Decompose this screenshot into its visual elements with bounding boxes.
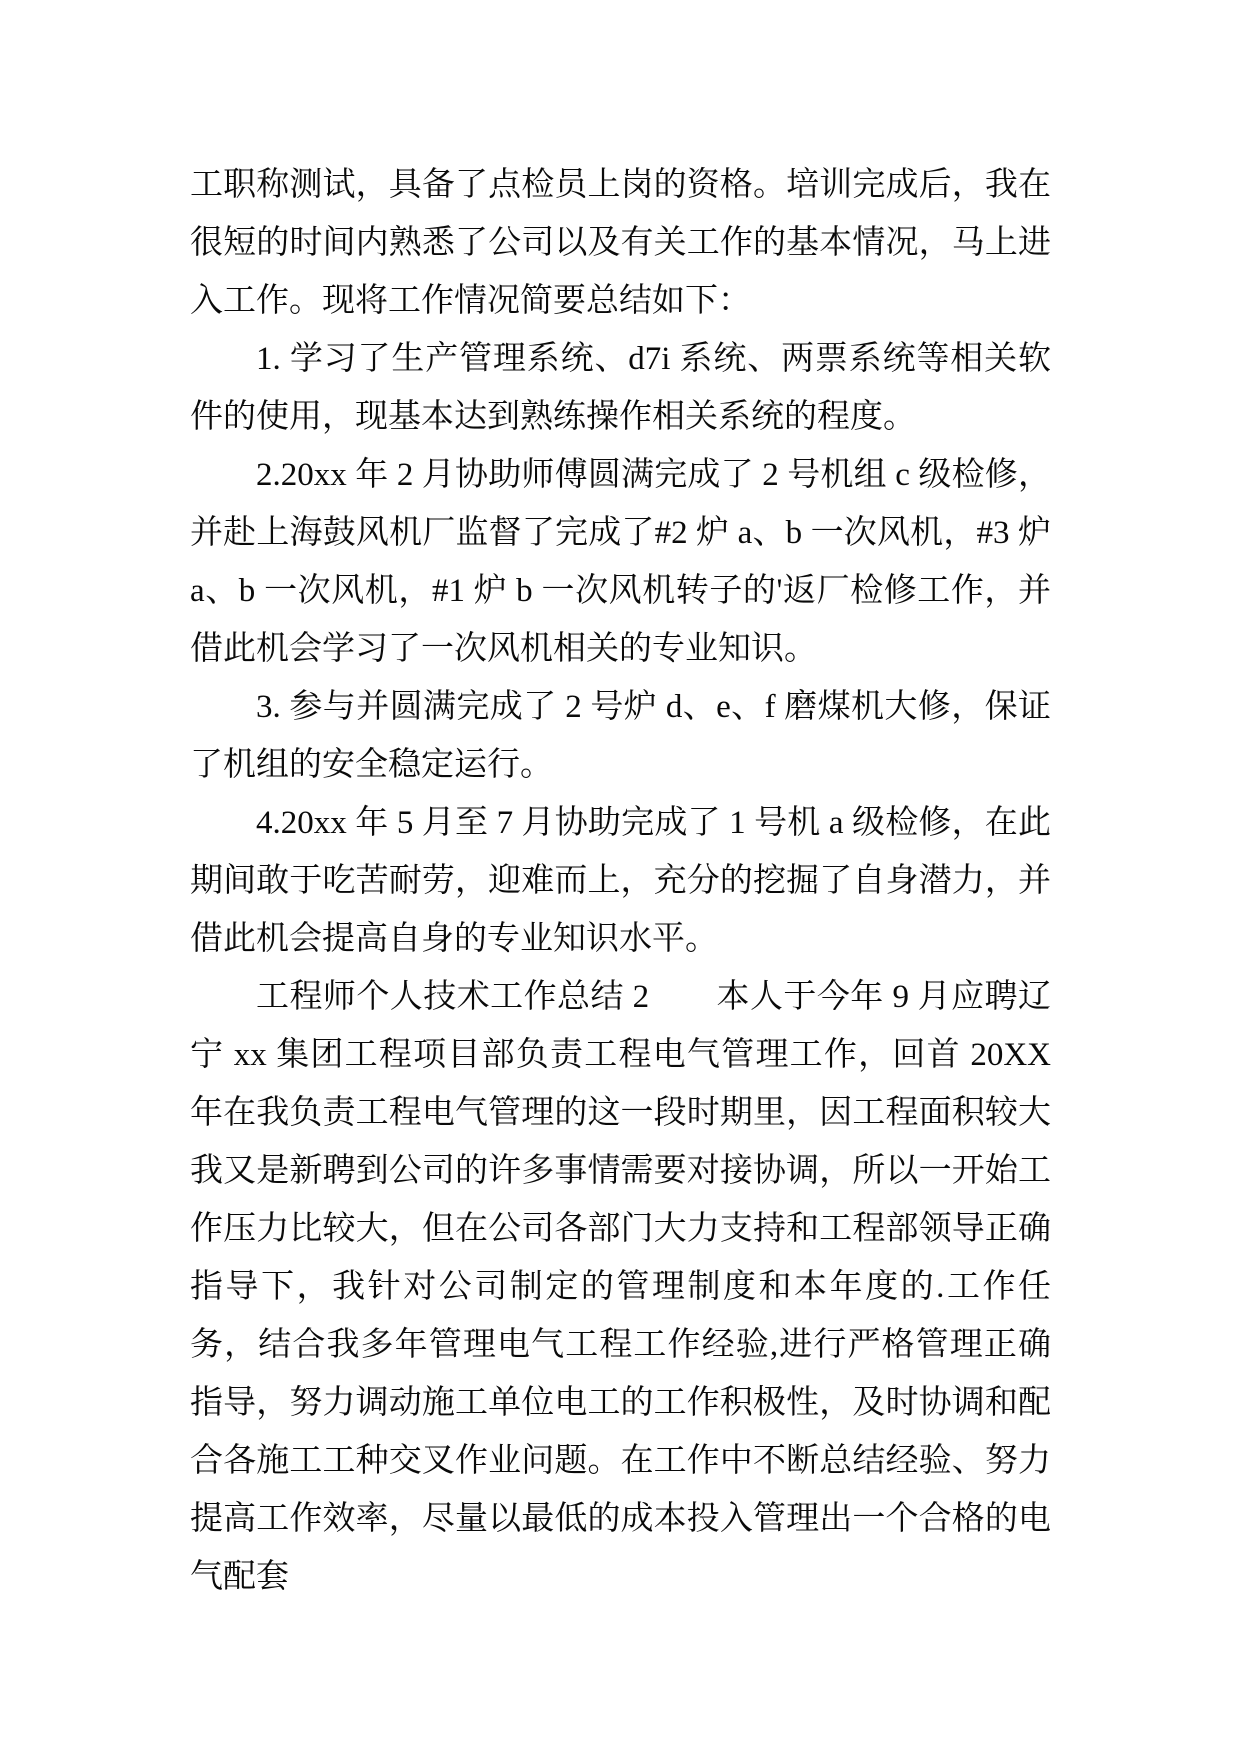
paragraph-continuation: 工职称测试，具备了点检员上岗的资格。培训完成后，我在很短的时间内熟悉了公司以及有关工作的基本情况，马上进入工作。现将工作情况简要总结如下： — [190, 167, 1051, 319]
paragraph-item-4: 4.20xx 年 5 月至 7 月协助完成了 1 号机 a 级检修，在此期间敢于吃苦耐劳，迎难而上，充分的挖掘了自身潜力，并借此机会提高自身的专业知识水平。 — [190, 805, 1051, 957]
paragraph-item-2: 2.20xx 年 2 月协助师傅圆满完成了 2 号机组 c 级检修，并赴上海鼓风机厂监督了完成了#2 炉 a、b 一次风机，#3 炉 a、b 一次风机，#1 炉 b 一次风机转子的'返厂检修工作，并借此机会学习了一次风机相关的专业知识。 — [190, 457, 1051, 667]
paragraph-section-2: 工程师个人技术工作总结 2 本人于今年 9 月应聘辽宁 xx 集团工程项目部负责工程电气管理工作，回首 20XX 年在我负责工程电气管理的这一段时期里，因工程面积较大我又是新聘到公司的许多事情需要对接协调，所以一开始工作压力比较大，但在公司各部门大力支持和工程部领导正确指导下，我针对公司制定的管理制度和本年度的.工作任务，结合我多年管理电气工程工作经验,进行严格管理正确指导，努力调动施工单位电工的工作积极性，及时协调和配合各施工工种交叉作业问题。在工作中不断总结经验、努力提高工作效率，尽量以最低的成本投入管理出一个合格的电气配套 — [190, 979, 1051, 1595]
paragraph-item-3: 3. 参与并圆满完成了 2 号炉 d、e、f 磨煤机大修，保证了机组的安全稳定运行。 — [190, 689, 1051, 783]
paragraph-item-1: 1. 学习了生产管理系统、d7i 系统、两票系统等相关软件的使用，现基本达到熟练操作相关系统的程度。 — [190, 341, 1051, 435]
